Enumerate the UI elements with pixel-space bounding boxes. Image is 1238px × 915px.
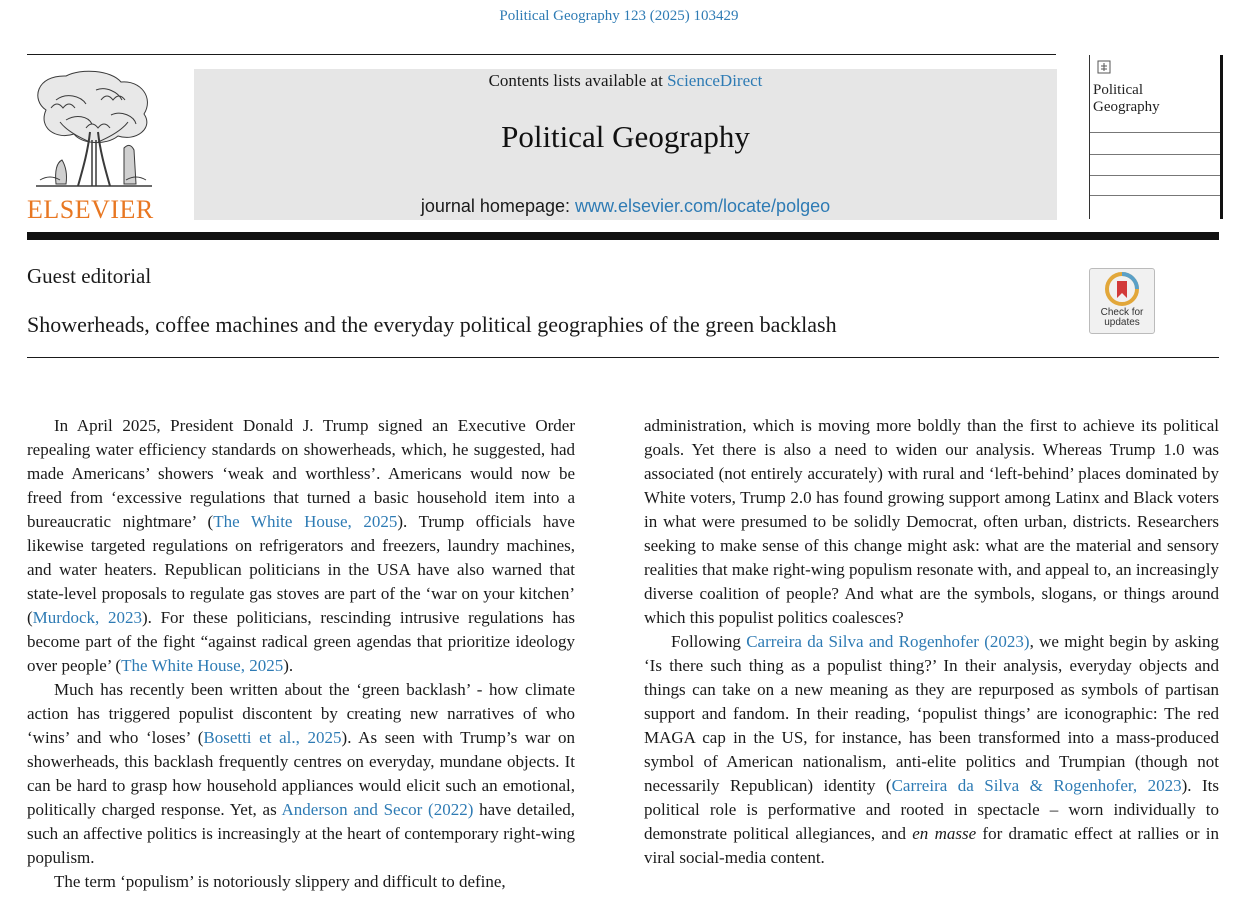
body-paragraph <box>27 678 575 870</box>
paragraph-text: Following <box>671 632 747 651</box>
journal-banner <box>194 69 1057 220</box>
body-paragraph <box>27 414 575 678</box>
journal-citation[interactable]: Political Geography 123 (2025) 103429 <box>499 8 739 24</box>
paragraph-text: ). As seen with Trump’s war on showerheads, this backlash frequently centres on everyday, mundane objects. It can be hard to grasp how household appliances would elicit such an emotional, politically charged response. Yet, as <box>27 728 575 819</box>
body-column-right <box>644 414 1219 870</box>
journal-homepage-link[interactable]: www.elsevier.com/locate/polgeo <box>574 196 831 216</box>
emphasis-text: en masse <box>912 824 977 843</box>
paragraph-text: ). <box>283 656 294 675</box>
cover-divider <box>1090 175 1220 176</box>
cover-title-line1: Political <box>1093 82 1143 98</box>
paragraph-text: ). Trump officials have likewise targeted regulations on refrigerators and freezers, laundry machines, and water heaters. Republican politicians in the USA have also warned that state-level proposals to regulate gas stoves are part of the ‘war on your kitchen’ ( <box>27 512 575 627</box>
citation-link[interactable]: The White House, 2025 <box>121 656 284 675</box>
citation-link[interactable]: Carreira da Silva and Rogenhofer (2023) <box>746 632 1030 651</box>
paragraph-text: ). Its political role is performative and rooted in spectacle – worn individually to demonstrate political allegiances, and <box>644 776 1219 843</box>
cover-divider <box>1090 195 1220 196</box>
paragraph-text: for dramatic effect at rallies or in viral social-media content. <box>644 824 1219 867</box>
check-updates-label <box>1090 308 1154 328</box>
header-thick-rule <box>27 232 1219 240</box>
paragraph-text: administration, which is moving more boldly than the first to achieve its political goals. Yet there is also a need to widen our analysis. Whereas Trump 1.0 was associated (not entirely accurately) with rural and ‘left-behind’ places dominated by White voters, Trump 2.0 has found growing support among Latinx and Black voters in what were presumed to be solidly Democrat, often urban, districts. Researchers seeking to make sense of this change might ask: what are the material and sensory realities that make right-wing populism resonate with, and appeal to, an increasingly diverse coalition of people? And what are the symbols, slogans, or things around which this populist politics coalesces? <box>644 416 1219 627</box>
paragraph-text: In April 2025, President Donald J. Trump signed an Executive Order repealing water efficiency standards on showerheads, which, he suggested, had made Americans’ showers ‘weak and worthless’. Americans would now be freed from ‘excessive regulations that turned a basic household item into a bureaucratic nightmare’ ( <box>27 416 575 531</box>
header-top-rule <box>27 54 1056 55</box>
tree-illustration-icon <box>26 70 162 192</box>
cover-divider <box>1090 132 1220 133</box>
body-column-left <box>27 414 575 894</box>
article-type: Guest editorial <box>27 264 152 288</box>
body-paragraph <box>27 870 575 894</box>
journal-name: Political Geography <box>501 119 750 154</box>
paragraph-text: The term ‘populism’ is notoriously slippery and difficult to define, <box>54 872 506 891</box>
paragraph-text: ). For these politicians, rescinding intrusive regulations has become part of the fight “against radical green agendas that prioritize ideology over people’ ( <box>27 608 575 675</box>
contents-available-line <box>194 71 1057 91</box>
citation-link[interactable]: The White House, 2025 <box>213 512 398 531</box>
citation-link[interactable]: Bosetti et al., 2025 <box>203 728 342 747</box>
cover-publisher-icon <box>1097 60 1111 74</box>
body-paragraph <box>644 414 1219 630</box>
cover-title <box>1093 82 1160 116</box>
citation-link[interactable]: Anderson and Secor (2022) <box>281 800 474 819</box>
citation-link[interactable]: Carreira da Silva & Rogenhofer, 2023 <box>891 776 1182 795</box>
citation-link[interactable]: Murdock, 2023 <box>32 608 142 627</box>
cover-title-line2: Geography <box>1093 99 1160 115</box>
paragraph-text: have detailed, such an affective politics is increasingly at the heart of contemporary right-wing populism. <box>27 800 575 867</box>
check-updates-icon <box>1105 272 1139 306</box>
journal-cover-thumbnail[interactable] <box>1089 55 1223 219</box>
paragraph-text: , we might begin by asking ‘Is there such thing as a populist thing?’ In their analysis, everyday objects and things can take on a new meaning as they are repurposed as symbols of partisan support and fandom. In their reading, ‘populist things’ are iconographic: The red MAGA cap in the US, for instance, has been transformed into a mass-produced symbol of American nationalism, anti-elite politics and Trumpian (though not necessarily Republican) identity ( <box>644 632 1219 795</box>
elsevier-wordmark: ELSEVIER <box>27 195 154 224</box>
check-for-updates-button[interactable] <box>1089 268 1155 334</box>
paragraph-text: Much has recently been written about the ‘green backlash’ - how climate action has triggered populist discontent by creating new narratives of who ‘wins’ and who ‘loses’ ( <box>27 680 575 747</box>
title-rule <box>27 357 1219 358</box>
article-title: Showerheads, coffee machines and the everyday political geographies of the green backlash <box>27 312 837 337</box>
sciencedirect-link[interactable]: ScienceDirect <box>667 71 763 90</box>
journal-homepage-line <box>194 196 1057 217</box>
homepage-prefix: journal homepage: <box>420 196 575 216</box>
cover-divider <box>1090 154 1220 155</box>
body-paragraph <box>644 630 1219 870</box>
contents-prefix: Contents lists available at <box>488 71 668 90</box>
check-updates-line2: updates <box>1104 317 1140 328</box>
check-updates-line1: Check for <box>1100 307 1144 318</box>
